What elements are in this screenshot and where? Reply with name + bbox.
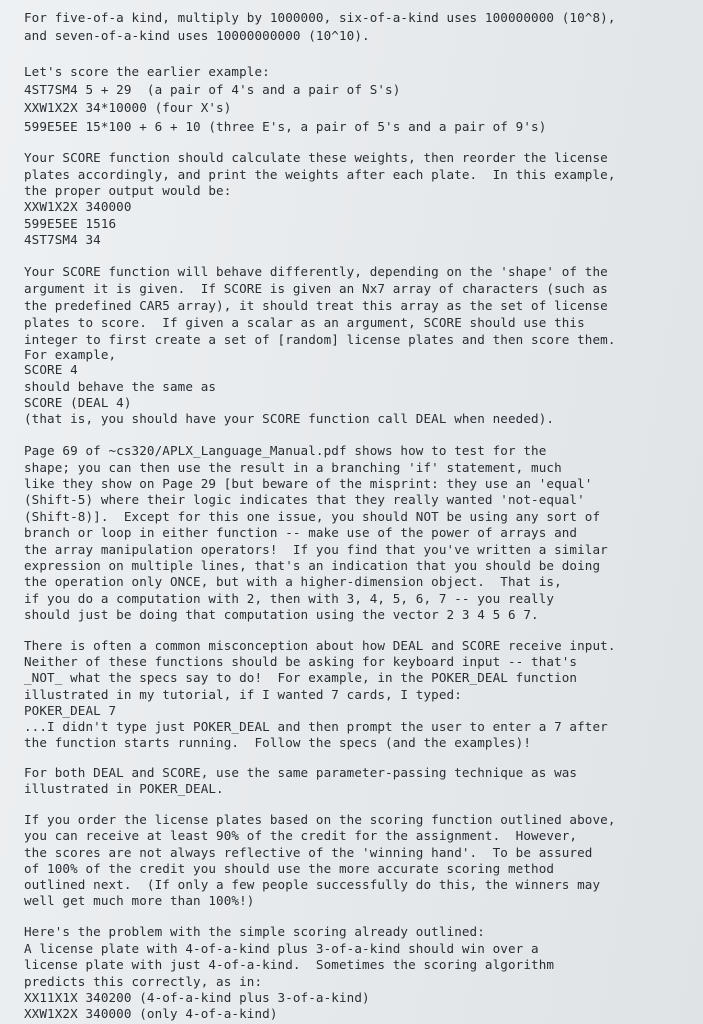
text-line: XXW1X2X 340000 (only 4-of-a-kind) — [24, 1006, 278, 1021]
text-line: you can receive at least 90% of the credit for the assignment. However, — [24, 828, 578, 843]
text-line: (that is, you should have your SCORE function call DEAL when needed). — [24, 411, 555, 426]
text-line: There is often a common misconception about how DEAL and SCORE receive input. — [24, 638, 616, 653]
text-line: predicts this correctly, as in: — [24, 974, 263, 989]
text-line: plates to score. If given a scalar as an argument, SCORE should use this — [24, 315, 585, 330]
text-line: argument it is given. If SCORE is given an Nx7 array of characters (such as — [24, 281, 608, 296]
text-line: If you order the license plates based on the scoring function outlined above, — [24, 812, 616, 827]
text-line: For both DEAL and SCORE, use the same parameter-passing technique as was — [24, 765, 578, 780]
text-line: illustrated in POKER_DEAL. — [24, 781, 224, 796]
text-line: Page 69 of ~cs320/APLX_Language_Manual.pdf shows how to test for the — [24, 443, 547, 458]
text-line: expression on multiple lines, that's an indication that you should be doing — [24, 558, 601, 573]
text-line: the operation only ONCE, but with a higher-dimension object. That is, — [24, 574, 562, 589]
text-line: A license plate with 4-of-a-kind plus 3-of-a-kind should win over a — [24, 941, 539, 956]
text-line: Let's score the earlier example: — [24, 64, 270, 79]
text-line: illustrated in my tutorial, if I wanted 7 cards, I typed: — [24, 687, 462, 702]
text-line: outlined next. (If only a few people successfully do this, the winners may — [24, 877, 601, 892]
text-line: For five-of-a kind, multiply by 1000000, six-of-a-kind uses 100000000 (10^8), — [24, 10, 616, 25]
text-line: the scores are not always reflective of the 'winning hand'. To be assured — [24, 845, 593, 860]
text-line: Your SCORE function should calculate these weights, then reorder the license — [24, 150, 608, 165]
text-line: SCORE (DEAL 4) — [24, 395, 132, 410]
text-line: For example, — [24, 347, 117, 362]
text-line: well get much more than 100%!) — [24, 893, 255, 908]
text-line: of 100% of the credit you should use the more accurate scoring method — [24, 861, 555, 876]
text-line: should behave the same as — [24, 379, 217, 394]
text-line: integer to first create a set of [random] license plates and then score them. — [24, 332, 616, 347]
text-line: the predefined CAR5 array), it should treat this array as the set of license — [24, 298, 608, 313]
text-line: branch or loop in either function -- make use of the power of arrays and — [24, 525, 578, 540]
text-line: the function starts running. Follow the specs (and the examples)! — [24, 735, 532, 750]
text-line: Your SCORE function will behave differently, depending on the 'shape' of the — [24, 264, 608, 279]
text-line: 599E5EE 15*100 + 6 + 10 (three E's, a pair of 5's and a pair of 9's) — [24, 119, 547, 134]
text-line: the proper output would be: — [24, 183, 232, 198]
text-line: ...I didn't type just POKER_DEAL and then prompt the user to enter a 7 after — [24, 719, 608, 734]
text-line: and seven-of-a-kind uses 10000000000 (10^10). — [24, 28, 370, 43]
text-line: if you do a computation with 2, then with 3, 4, 5, 6, 7 -- you really — [24, 591, 555, 606]
text-line: XXW1X2X 34*10000 (four X's) — [24, 100, 232, 115]
text-line: (Shift-8)]. Except for this one issue, you should NOT be using any sort of — [24, 509, 601, 524]
text-line: XX11X1X 340200 (4-of-a-kind plus 3-of-a-kind) — [24, 990, 370, 1005]
text-line: should just be doing that computation using the vector 2 3 4 5 6 7. — [24, 607, 539, 622]
text-line: license plate with just 4-of-a-kind. Sometimes the scoring algorithm — [24, 957, 555, 972]
text-line: POKER_DEAL 7 — [24, 703, 117, 718]
text-line: SCORE 4 — [24, 362, 78, 377]
text-line: plates accordingly, and print the weights after each plate. In this example, — [24, 167, 616, 182]
text-line: shape; you can then use the result in a branching 'if' statement, much — [24, 460, 562, 475]
text-line: _NOT_ what the specs say to do! For example, in the POKER_DEAL function — [24, 670, 578, 685]
text-line: 599E5EE 1516 — [24, 216, 117, 231]
text-line: the array manipulation operators! If you find that you've written a similar — [24, 542, 608, 557]
text-line: 4ST7SM4 34 — [24, 232, 101, 247]
text-line: like they show on Page 29 [but beware of the misprint: they use an 'equal' — [24, 476, 593, 491]
text-line: XXW1X2X 340000 — [24, 199, 132, 214]
text-line: 4ST7SM4 5 + 29 (a pair of 4's and a pair of S's) — [24, 82, 401, 97]
text-line: (Shift-5) where their logic indicates that they really wanted 'not-equal' — [24, 492, 585, 507]
text-line: Here's the problem with the simple scoring already outlined: — [24, 924, 485, 939]
text-line: Neither of these functions should be asking for keyboard input -- that's — [24, 654, 578, 669]
